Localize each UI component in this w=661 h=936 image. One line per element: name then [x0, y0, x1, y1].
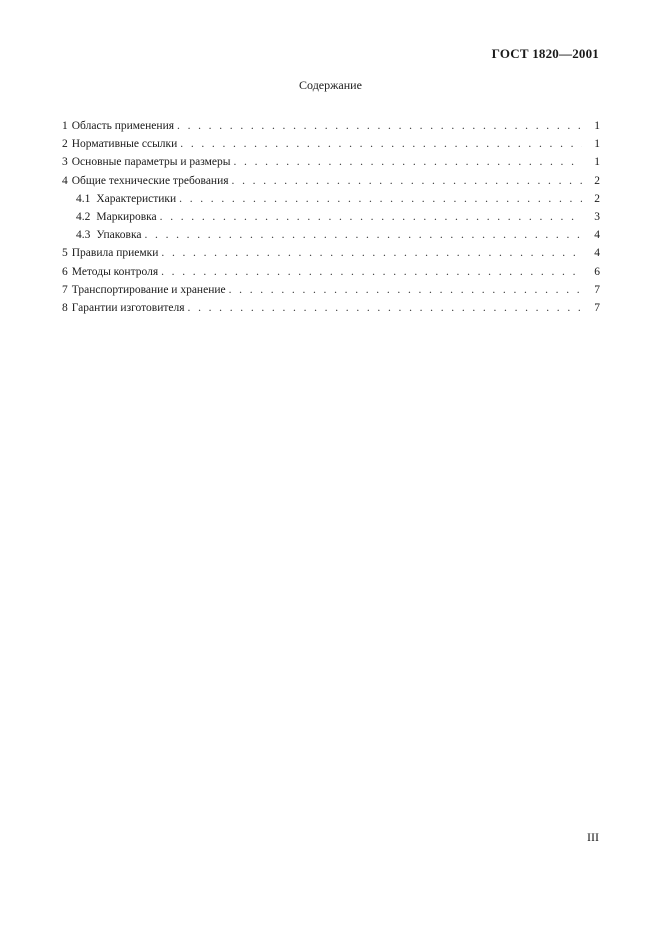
toc-entry-label: Методы контроля	[71, 265, 159, 278]
toc-entry-number: 6	[62, 265, 68, 278]
toc-entry-1[interactable]	[62, 117, 600, 135]
toc-entry-number: 3	[62, 156, 68, 169]
toc-leader-dots	[188, 299, 582, 317]
toc-entry-7[interactable]	[62, 281, 600, 299]
toc-entry-number: 4.3	[76, 229, 91, 242]
toc-entry-page: 1	[594, 120, 600, 132]
toc-leader-dots	[144, 226, 582, 244]
toc-entry-page: 4	[594, 229, 600, 242]
toc-entry-label: Гарантии изготовителя	[71, 301, 185, 314]
toc-entry-number: 8	[62, 301, 68, 314]
toc-entry-page: 1	[594, 156, 600, 169]
toc-entry-page: 2	[594, 174, 600, 187]
toc-entry-page: 2	[594, 192, 600, 205]
toc-entry-label: Характеристики	[96, 192, 177, 205]
page-number: III	[587, 830, 599, 844]
toc-leader-dots	[180, 135, 582, 153]
toc-leader-dots	[160, 208, 582, 226]
toc-entry-label: Область применения	[71, 120, 175, 132]
toc-entry-page: 7	[594, 283, 600, 296]
toc-entry-label: Основные параметры и размеры	[71, 156, 231, 169]
toc-entry-label: Нормативные ссылки	[71, 138, 178, 151]
toc-entry-number: 4.1	[76, 192, 91, 205]
toc-entry-2[interactable]	[62, 135, 600, 153]
toc-entry-number: 4	[62, 174, 68, 187]
toc-entry-4-1[interactable]	[62, 190, 600, 208]
toc-entry-label: Правила приемки	[71, 247, 159, 260]
document-code: ГОСТ 1820—2001	[491, 46, 599, 61]
toc-leader-dots	[179, 190, 582, 208]
toc-entry-6[interactable]	[62, 263, 600, 281]
toc-entry-number: 2	[62, 138, 68, 151]
toc-entry-number: 4.2	[76, 210, 91, 223]
toc-leader-dots	[161, 263, 582, 281]
toc-title: Содержание	[299, 78, 362, 92]
toc-entry-number: 7	[62, 283, 68, 296]
toc-entry-page: 4	[594, 247, 600, 260]
toc-entry-4[interactable]	[62, 172, 600, 190]
toc-entry-label: Маркировка	[96, 210, 157, 223]
toc-leader-dots	[232, 172, 582, 190]
toc-entry-label: Упаковка	[96, 229, 142, 242]
toc-leader-dots	[177, 117, 582, 135]
toc-entry-page: 1	[594, 138, 600, 151]
toc-entry-page: 3	[594, 210, 600, 223]
toc-entry-page: 6	[594, 265, 600, 278]
toc-entry-label: Транспортирование и хранение	[71, 283, 226, 296]
toc-entry-page: 7	[594, 301, 600, 314]
toc-entry-4-2[interactable]	[62, 208, 600, 226]
toc-entry-5[interactable]	[62, 244, 600, 262]
toc-entry-3[interactable]	[62, 153, 600, 171]
toc-entry-4-3[interactable]	[62, 226, 600, 244]
toc-leader-dots	[234, 153, 583, 171]
toc-leader-dots	[161, 244, 582, 262]
toc-entry-label: Общие технические требования	[71, 174, 229, 187]
toc-entry-number: 1	[62, 120, 68, 132]
toc-entry-8[interactable]	[62, 299, 600, 317]
toc-leader-dots	[229, 281, 582, 299]
toc-entry-number: 5	[62, 247, 68, 260]
table-of-contents	[62, 117, 600, 317]
